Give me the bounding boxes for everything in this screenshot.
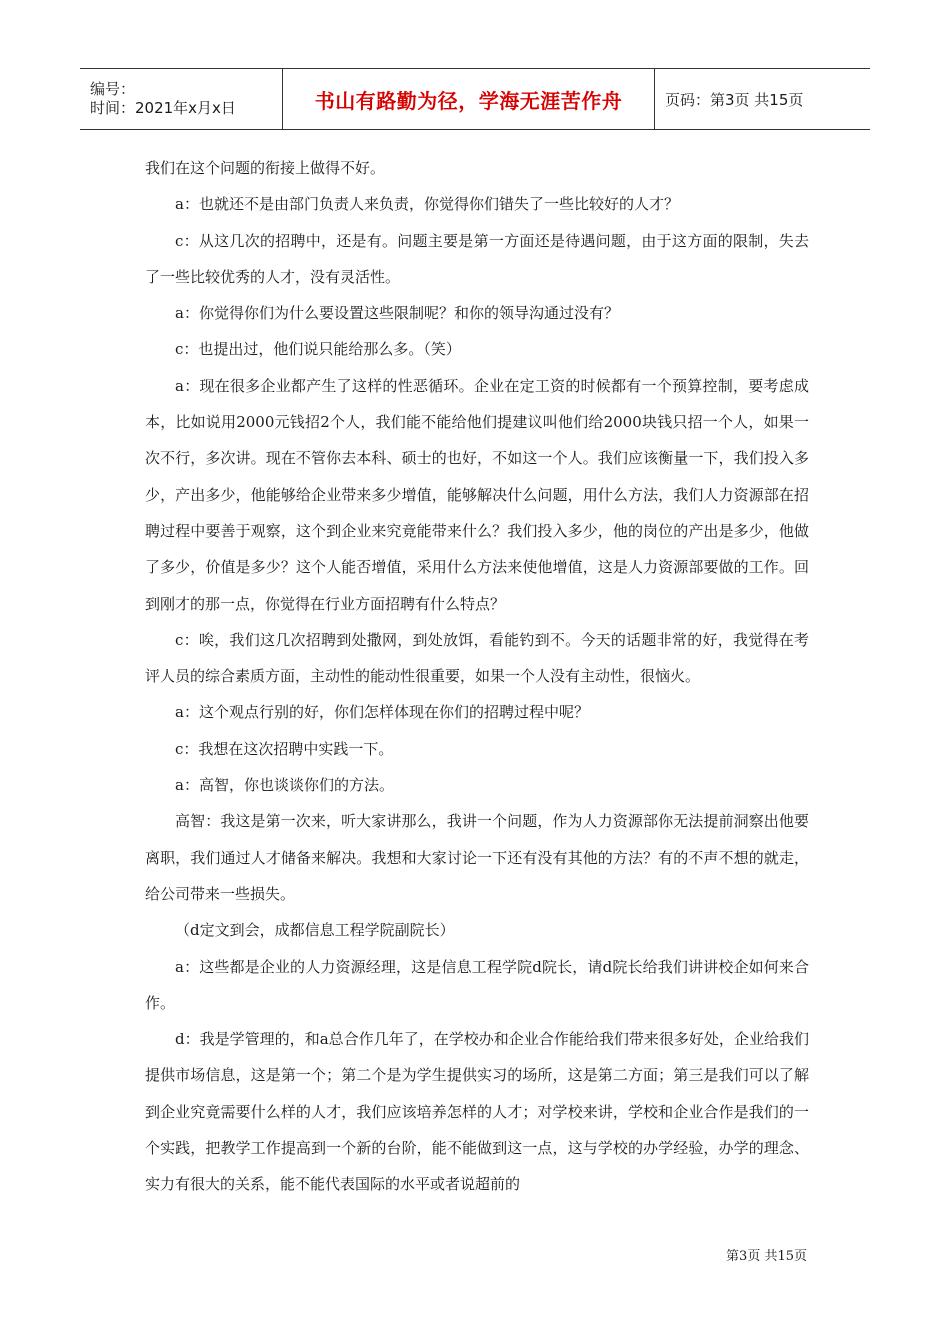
paragraph: （d定文到会，成都信息工程学院副院长） <box>175 921 455 940</box>
paragraph: c：从这几次的招聘中，还是有。问题主要是第一方面还是待遇问题，由于这方面的限制，失去了一些比较优秀的人才，没有灵活性。 <box>145 231 809 286</box>
paragraph: a：现在很多企业都产生了这样的性恶循环。企业在定工资的时候都有一个预算控制，要考虑成本，比如说用2000元钱招2个人，我们能不能给他们提建议叫他们给2000块钱只招一个人，如果一次不行，多次讲。现在不管你去本科、硕士的也好，不如这一个人。我们应该衡量一下，我们投入多少，产出多少，他能够给企业带来多少增值，能够解决什么问题，用什么方法，我们人力资源部在招聘过程中要善于观察，这个到企业来究竟能带来什么？我们投入多少，他的岗位的产出是多少，他做了多少，价值是多少？这个人能否增值，采用什么方法来使他增值，这是人力资源部要做的工作。回到刚才的那一点，你觉得在行业方面招聘有什么特点？ <box>145 376 809 613</box>
header-motto <box>282 69 655 129</box>
paragraph: 我们在这个问题的衔接上做得不好。 <box>145 159 386 177</box>
document-body <box>145 150 809 1203</box>
page-footer: 第3页 共15页 <box>726 1249 807 1264</box>
paragraph: a：高智，你也谈谈你们的方法。 <box>175 776 394 795</box>
paragraph: a：这个观点行别的好，你们怎样体现在你们的招聘过程中呢？ <box>175 703 589 722</box>
page-header <box>80 68 870 130</box>
paragraph: a：也就还不是由部门负责人来负责，你觉得你们错失了一些比较好的人才？ <box>175 195 679 214</box>
paragraph: a：你觉得你们为什么要设置这些限制呢？和你的领导沟通过没有？ <box>175 304 619 323</box>
paragraph: a：这些都是企业的人力资源经理，这是信息工程学院d院长，请d院长给我们讲讲校企如何来合作。 <box>145 957 809 1012</box>
paragraph: 高智：我这是第一次来，听大家讲那么，我讲一个问题，作为人力资源部你无法提前洞察出他要离职，我们通过人才储备来解决。我想和大家讨论一下还有没有其他的方法？有的不声不想的就走，给公司带来一些损失。 <box>145 812 809 903</box>
date-label: 时间：2021年x月x日 <box>90 99 236 117</box>
paragraph: c：唉，我们这几次招聘到处撒网，到处放饵，看能钓到不。今天的话题非常的好，我觉得在考评人员的综合素质方面，主动性的能动性很重要，如果一个人没有主动性，很恼火。 <box>145 630 809 686</box>
serial-label: 编号： <box>90 80 136 98</box>
motto-text: 书山有路勤为径，学海无涯苦作舟 <box>314 88 623 113</box>
header-meta <box>80 69 282 129</box>
paragraph: c：也提出过，他们说只能给那么多。（笑） <box>175 340 461 359</box>
header-page-info <box>655 69 870 129</box>
paragraph: c：我想在这次招聘中实践一下。 <box>175 739 394 758</box>
page-info-text: 页码：第3页 共15页 <box>665 90 804 109</box>
paragraph: d：我是学管理的，和a总合作几年了，在学校办和企业合作能给我们带来很多好处，企业给我们提供市场信息，这是第一个；第二个是为学生提供实习的场所，这是第二方面；第三是我们可以了解到企业究竟需要什么样的人才，我们应该培养怎样的人才；对学校来讲，学校和企业合作是我们的一个实践，把教学工作提高到一个新的台阶，能不能做到这一点，这与学校的办学经验，办学的理念、实力有很大的关系，能不能代表国际的水平或者说超前的 <box>145 1030 809 1194</box>
